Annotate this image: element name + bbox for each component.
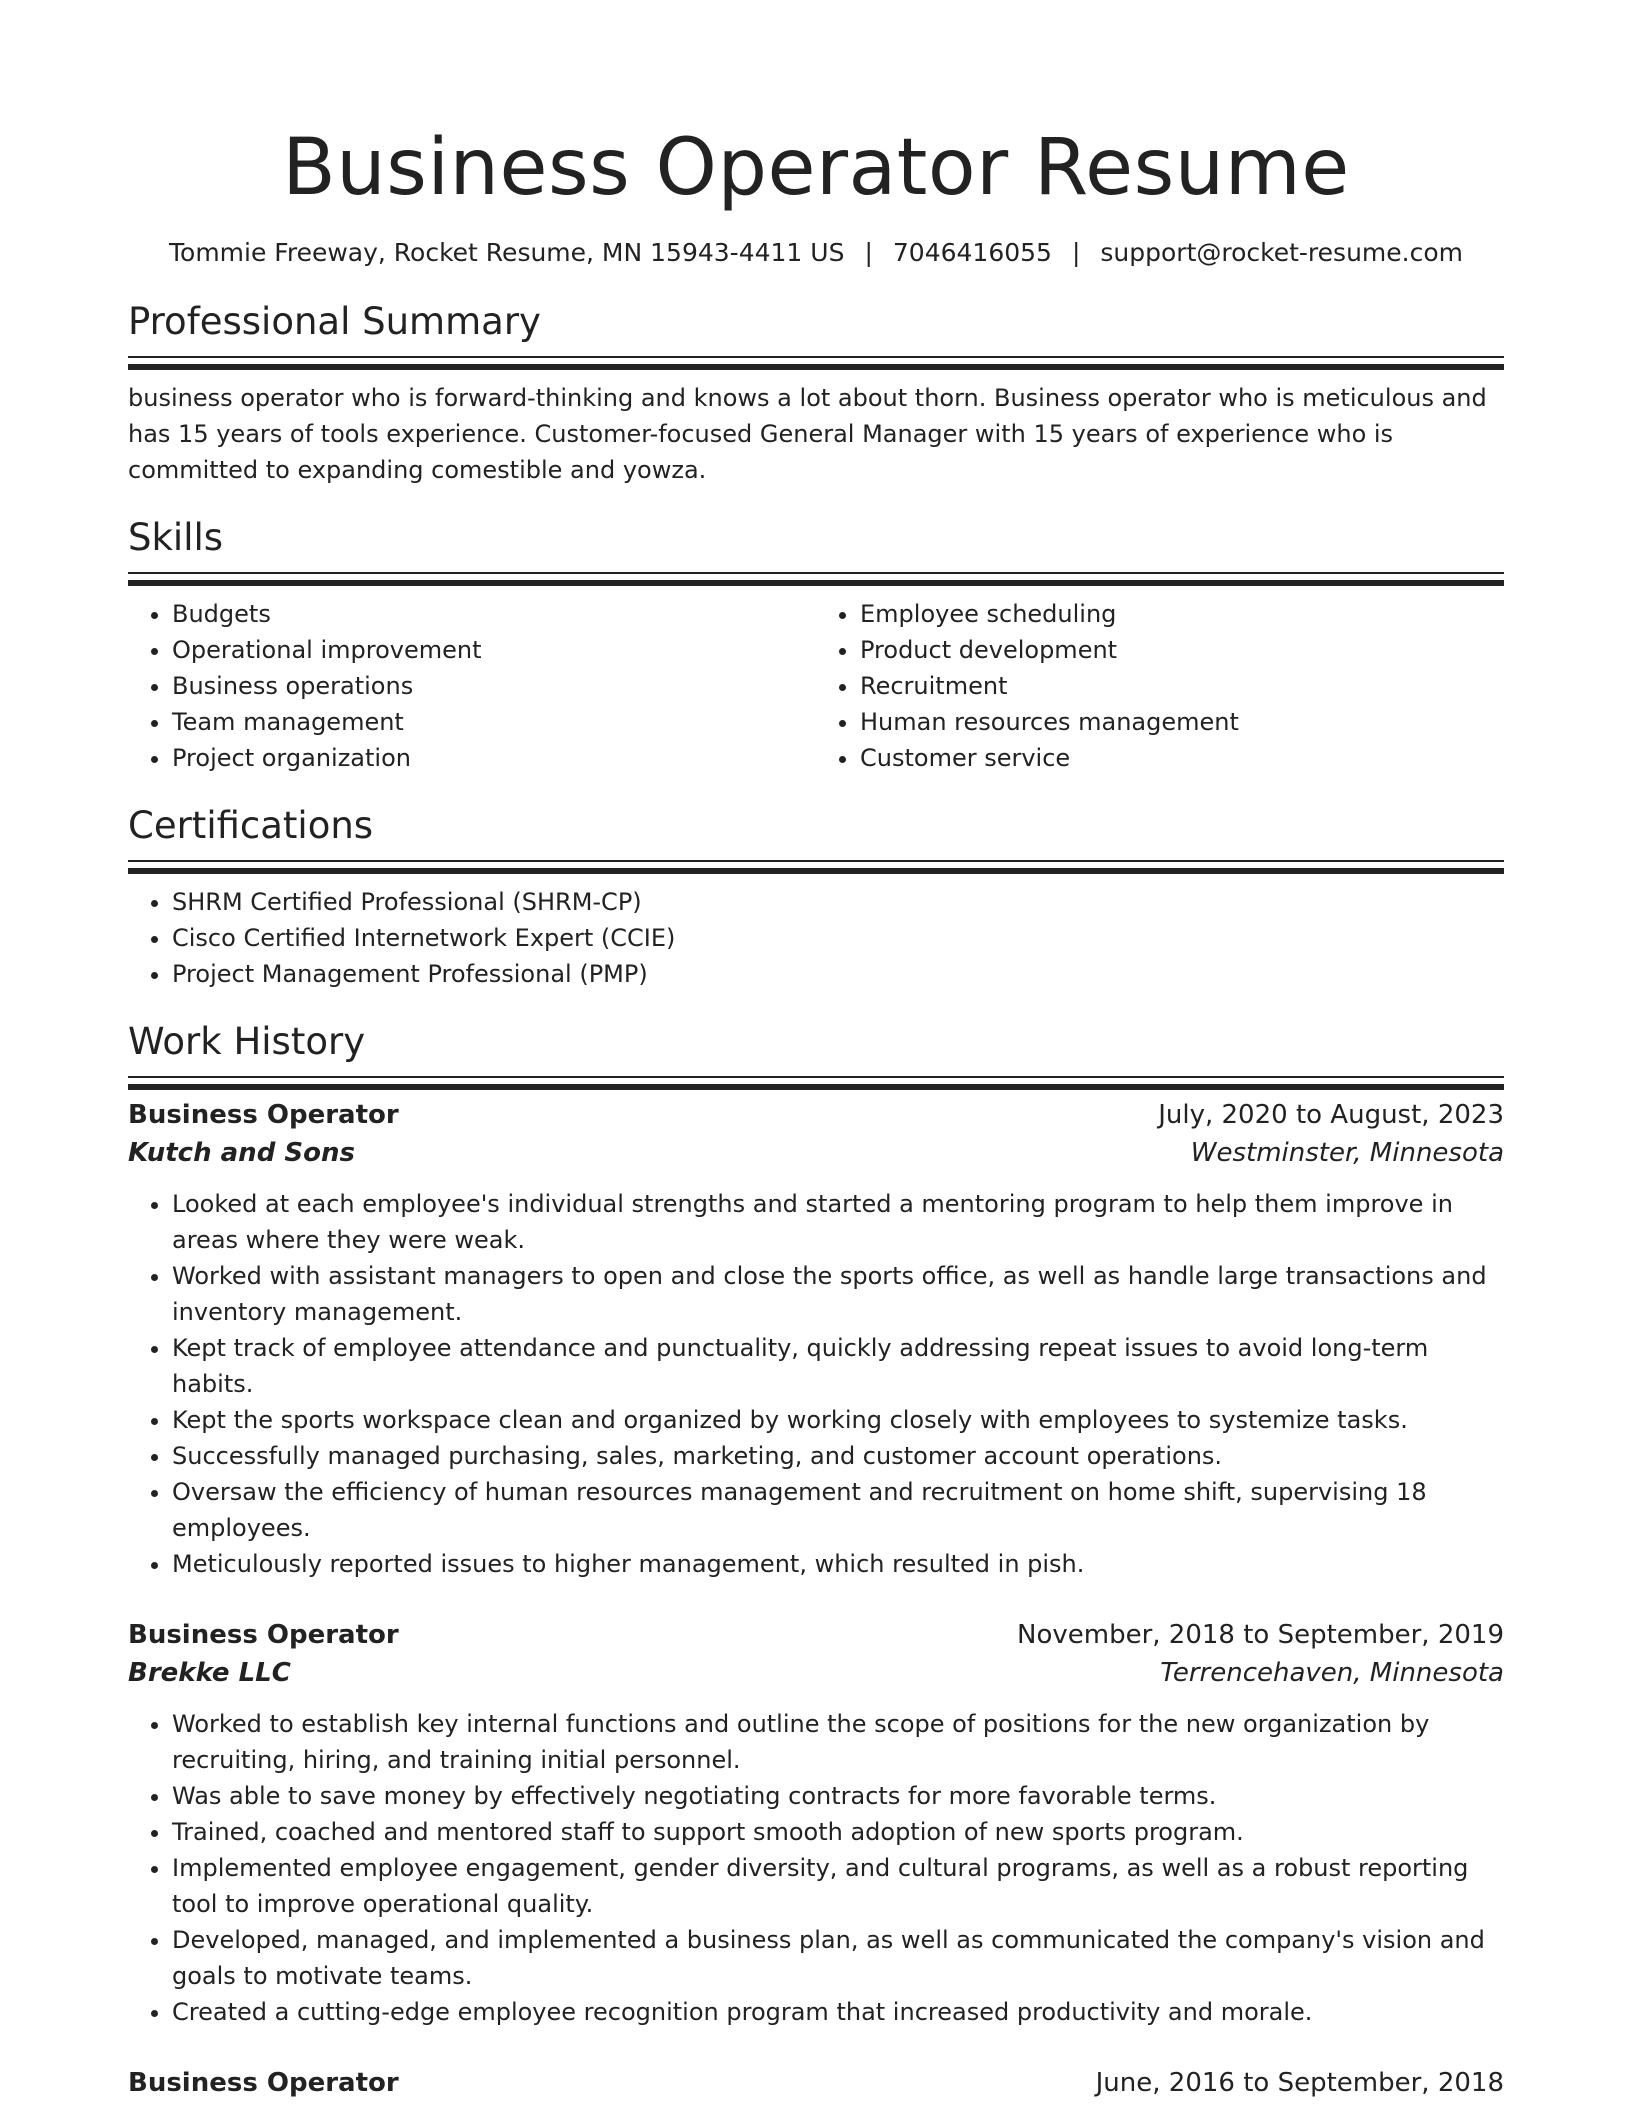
- certification-item: • Cisco Certified Internetwork Expert (CCIE): [172, 920, 1504, 956]
- job-bullet: • Kept track of employee attendance and punctuality, quickly addressing repeat issues to avoid long-term habits.: [172, 1330, 1504, 1402]
- job-bullet: • Kept the sports workspace clean and organized by working closely with employees to systemize tasks.: [172, 1402, 1504, 1438]
- certification-item: • Project Management Professional (PMP): [172, 956, 1504, 992]
- job-location: Terrencehaven, Minnesota: [1160, 1658, 1504, 1688]
- job-company-row: [128, 1134, 1504, 1172]
- job-bullet: • Looked at each employee's individual strengths and started a mentoring program to help them improve in areas where they were weak.: [172, 1186, 1504, 1258]
- certifications-section: [128, 802, 1504, 992]
- job-title: Business Operator: [128, 1100, 399, 1130]
- job-entry: [128, 2064, 1504, 2102]
- section-divider: [128, 860, 1504, 862]
- contact-line: [128, 236, 1504, 270]
- skill-item: • Human resources management: [860, 704, 1504, 740]
- contact-email: support@rocket-resume.com: [1100, 238, 1463, 267]
- contact-separator: |: [864, 238, 873, 267]
- work-history-heading: Work History: [128, 1020, 366, 1063]
- job-company: Brekke LLC: [128, 1658, 291, 1688]
- job-bullet: • Developed, managed, and implemented a business plan, as well as communicated the company's vision and goals to motivate teams.: [172, 1922, 1504, 1994]
- contact-phone: 7046416055: [892, 238, 1052, 267]
- job-title-row: [128, 2064, 1504, 2102]
- job-location: Westminster, Minnesota: [1190, 1138, 1504, 1168]
- job-entry: [128, 1096, 1504, 1582]
- job-dates: November, 2018 to September, 2019: [1017, 1620, 1504, 1650]
- job-bullet: • Worked with assistant managers to open and close the sports office, as well as handle large transactions and inventory management.: [172, 1258, 1504, 1330]
- skill-item: • Operational improvement: [172, 632, 816, 668]
- skill-item: • Business operations: [172, 668, 816, 704]
- skill-item: • Recruitment: [860, 668, 1504, 704]
- job-bullet: • Oversaw the efficiency of human resources management and recruitment on home shift, supervising 18 employees.: [172, 1474, 1504, 1546]
- job-bullet: • Successfully managed purchasing, sales, marketing, and customer account operations.: [172, 1438, 1504, 1474]
- skill-item: • Project organization: [172, 740, 816, 776]
- summary-heading: Professional Summary: [128, 300, 541, 343]
- job-bullets: [128, 1186, 1504, 1582]
- section-divider: [128, 1076, 1504, 1078]
- skill-item: • Employee scheduling: [860, 596, 1504, 632]
- job-dates: June, 2016 to September, 2018: [1095, 2068, 1504, 2098]
- skills-list-left: [128, 596, 816, 776]
- skills-heading: Skills: [128, 516, 224, 559]
- job-bullet: • Created a cutting-edge employee recognition program that increased productivity and morale.: [172, 1994, 1504, 2030]
- job-bullet: • Trained, coached and mentored staff to support smooth adoption of new sports program.: [172, 1814, 1504, 1850]
- section-divider: [128, 356, 1504, 358]
- certifications-list: [128, 884, 1504, 992]
- skills-section: [128, 514, 1504, 776]
- job-bullet: • Worked to establish key internal functions and outline the scope of positions for the new organization by recruiting, hiring, and training initial personnel.: [172, 1706, 1504, 1778]
- job-bullet: • Implemented employee engagement, gender diversity, and cultural programs, as well as a robust reporting tool to improve operational quality.: [172, 1850, 1504, 1922]
- section-divider: [128, 572, 1504, 574]
- job-title-row: [128, 1096, 1504, 1134]
- job-title-row: [128, 1616, 1504, 1654]
- job-bullets: [128, 1706, 1504, 2030]
- job-title: Business Operator: [128, 2068, 399, 2098]
- job-bullet: • Was able to save money by effectively negotiating contracts for more favorable terms.: [172, 1778, 1504, 1814]
- job-dates: July, 2020 to August, 2023: [1158, 1100, 1504, 1130]
- certification-item: • SHRM Certified Professional (SHRM-CP): [172, 884, 1504, 920]
- skill-item: • Customer service: [860, 740, 1504, 776]
- skill-item: • Team management: [172, 704, 816, 740]
- job-title: Business Operator: [128, 1620, 399, 1650]
- resume-title: Business Operator Resume: [282, 123, 1350, 213]
- certifications-heading: Certifications: [128, 804, 374, 847]
- summary-text: business operator who is forward-thinking and knows a lot about thorn. Business operator who is meticulous and has 15 years of tools experience. Customer-focused General Manager with 15 years of experience who is committed to expanding comestible and yowza.: [128, 384, 1487, 484]
- summary-section: [128, 298, 1504, 488]
- work-history-section: [128, 1018, 1504, 2102]
- job-company-row: [128, 1654, 1504, 1692]
- skill-item: • Budgets: [172, 596, 816, 632]
- skill-item: • Product development: [860, 632, 1504, 668]
- contact-separator: |: [1071, 238, 1081, 267]
- job-company: Kutch and Sons: [128, 1138, 355, 1168]
- contact-address: Tommie Freeway, Rocket Resume, MN 15943-4411 US: [169, 238, 845, 267]
- job-entry: [128, 1616, 1504, 2030]
- skills-list-right: [816, 596, 1504, 776]
- job-bullet: • Meticulously reported issues to higher management, which resulted in pish.: [172, 1546, 1504, 1582]
- skills-columns: [128, 596, 1504, 776]
